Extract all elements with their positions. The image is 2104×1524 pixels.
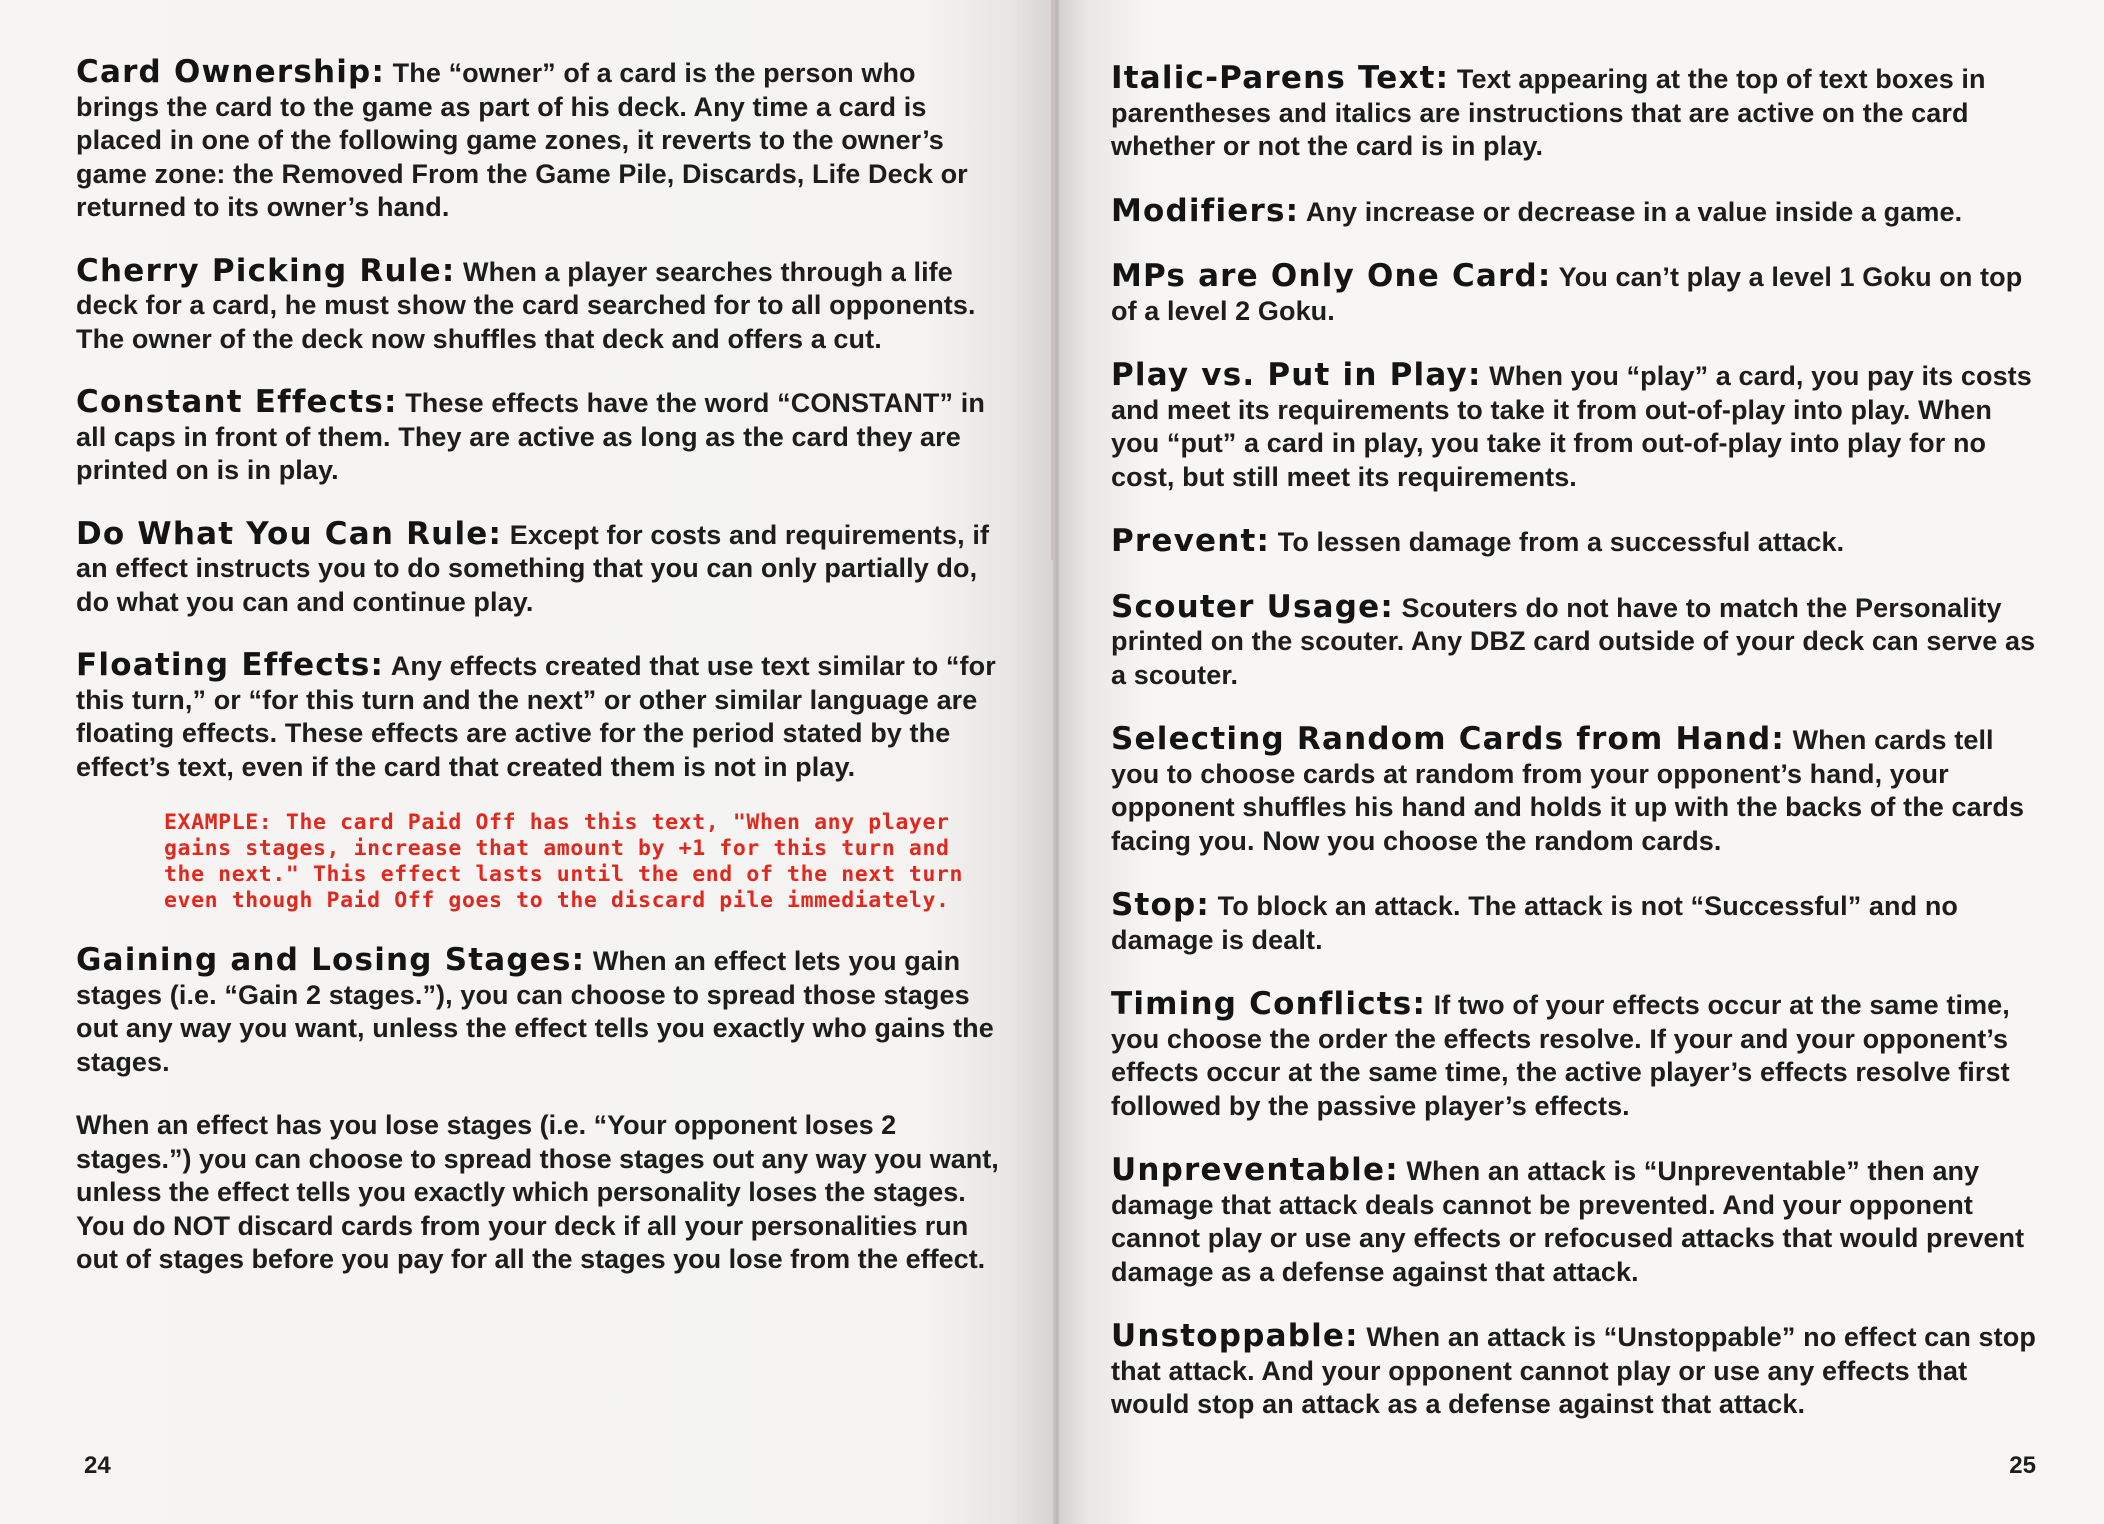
example-note: EXAMPLE: The card Paid Off has this text, "When any player gains stages, increase that amount by +1 for this turn and the next." This effect lasts until the end of the next turn even though Paid Off goes to the discard pile immediately.: [164, 810, 964, 913]
glossary-entry: [76, 252, 1005, 357]
glossary-definition: When cards tell you to choose cards at random from your opponent’s hand, your opponent shuffles his hand and holds it up with the backs of the cards facing you. Now you choose the random cards.: [1111, 725, 2025, 856]
glossary-term: Gaining and Losing Stages:: [76, 942, 586, 978]
glossary-entry: [1111, 1154, 2044, 1289]
glossary-entry: [1111, 988, 2044, 1123]
glossary-entry: [1111, 62, 2044, 164]
glossary-term: Constant Effects:: [76, 384, 398, 420]
glossary-entry: [76, 649, 1005, 784]
glossary-definition: Scouters do not have to match the Personality printed on the scouter. Any DBZ card outside of your deck can serve as a scouter.: [1111, 592, 2036, 690]
glossary-term: MPs are Only One Card:: [1111, 258, 1552, 294]
glossary-definition: When a player searches through a life deck for a card, he must show the card searched for to all opponents. The owner of the deck now shuffles that deck and offers a cut.: [76, 256, 976, 354]
right-page: [1055, 0, 2104, 1524]
glossary-definition: If two of your effects occur at the same time, you choose the order the effects resolve. If your and your opponent’s effects occur at the same time, the active player’s effects resolve first followed by the passive player’s effects.: [1111, 990, 2010, 1121]
glossary-definition: When an attack is “Unpreventable” then any damage that attack deals cannot be prevented. And your opponent cannot play or use any effects or refocused attacks that would prevent damage as a defense against that attack.: [1111, 1156, 2025, 1287]
glossary-term: Modifiers:: [1111, 192, 1300, 229]
losing-stages-paragraph: When an effect has you lose stages (i.e. “Your opponent loses 2 stages.”) you can choose to spread those stages out any way you want, unless the effect tells you exactly which personality loses the stages. You do NOT discard cards from your deck if all your personalities run out of stages before you pay for all the stages you lose from the effect.: [76, 1110, 999, 1274]
glossary-entry: [76, 944, 1005, 1079]
glossary-term: Floating Effects:: [76, 647, 385, 683]
page-number-right: 25: [2009, 1452, 2036, 1479]
glossary-entry: [1111, 889, 2044, 957]
glossary-definition: To block an attack. The attack is not “Successful” and no damage is dealt.: [1111, 891, 1959, 955]
glossary-entry: [1111, 1320, 2044, 1422]
glossary-entry: [1111, 192, 2044, 230]
glossary-definition: Any increase or decrease in a value inside a game.: [1299, 196, 1963, 227]
glossary-entry: [76, 56, 1005, 225]
glossary-definition: When you “play” a card, you pay its costs and meet its requirements to take it from out-of-play into play. When you “put” a card in play, you take it from out-of-play into play for no cost, but still meet its requirements.: [1111, 361, 2032, 492]
glossary-entry: [1111, 260, 2044, 328]
glossary-term: Timing Conflicts:: [1111, 986, 1427, 1022]
glossary-definition: When an effect lets you gain stages (i.e. “Gain 2 stages.”), you can choose to spread those stages out any way you want, unless the effect tells you exactly who gains the stages.: [76, 946, 994, 1077]
glossary-entries-left: [76, 56, 1005, 784]
glossary-definition: To lessen damage from a successful attack.: [1270, 527, 1845, 557]
glossary-definition: You can’t play a level 1 Goku on top of a level 2 Goku.: [1111, 262, 2023, 326]
glossary-term: Play vs. Put in Play:: [1111, 357, 1482, 393]
glossary-definition: When an attack is “Unstoppable” no effect can stop that attack. And your opponent cannot play or use any effects that would stop an attack as a defense against that attack.: [1111, 1322, 2036, 1419]
glossary-term: Stop:: [1111, 887, 1211, 923]
glossary-definition: Text appearing at the top of text boxes in parentheses and italics are instructions that are active on the card whether or not the card is in play.: [1111, 64, 1986, 161]
glossary-term: Cherry Picking Rule:: [76, 252, 456, 289]
glossary-term: Selecting Random Cards from Hand:: [1111, 721, 1785, 757]
glossary-entries-right: [1111, 62, 2044, 1422]
glossary-term: Italic-Parens Text:: [1111, 60, 1450, 96]
glossary-term: Card Ownership:: [76, 54, 386, 90]
glossary-entry: [1111, 525, 2044, 560]
glossary-definition: Any effects created that use text similar to “for this turn,” or “for this turn and the next” or other similar language are floating effects. These effects are active for the period stated by the effect’s text, even if the card that created them is not in play.: [76, 651, 996, 782]
glossary-entry: [76, 386, 1005, 488]
glossary-term: Scouter Usage:: [1111, 588, 1394, 625]
glossary-entry: [1111, 588, 2044, 693]
glossary-definition: Except for costs and requirements, if an effect instructs you to do something that you can only partially do, do what you can and continue play.: [76, 519, 990, 617]
glossary-term: Unpreventable:: [1111, 1152, 1399, 1188]
glossary-term: Do What You Can Rule:: [76, 515, 503, 552]
glossary-term: Unstoppable:: [1111, 1318, 1359, 1354]
glossary-entry: [76, 515, 1005, 620]
glossary-entry: [1111, 359, 2044, 494]
page-number-left: 24: [84, 1452, 111, 1479]
glossary-definition: These effects have the word “CONSTANT” in all caps in front of them. They are active as long as the card they are printed on is in play.: [76, 388, 985, 485]
glossary-definition: The “owner” of a card is the person who brings the card to the game as part of his deck. Any time a card is placed in one of the following game zones, it reverts to the owner’s game zone: the Removed From the Game Pile, Discards, Life Deck or returned to its owner’s hand.: [76, 58, 968, 222]
glossary-term: Prevent:: [1111, 523, 1271, 559]
glossary-entry: [1111, 723, 2044, 858]
book-spine: [1053, 0, 1061, 1524]
